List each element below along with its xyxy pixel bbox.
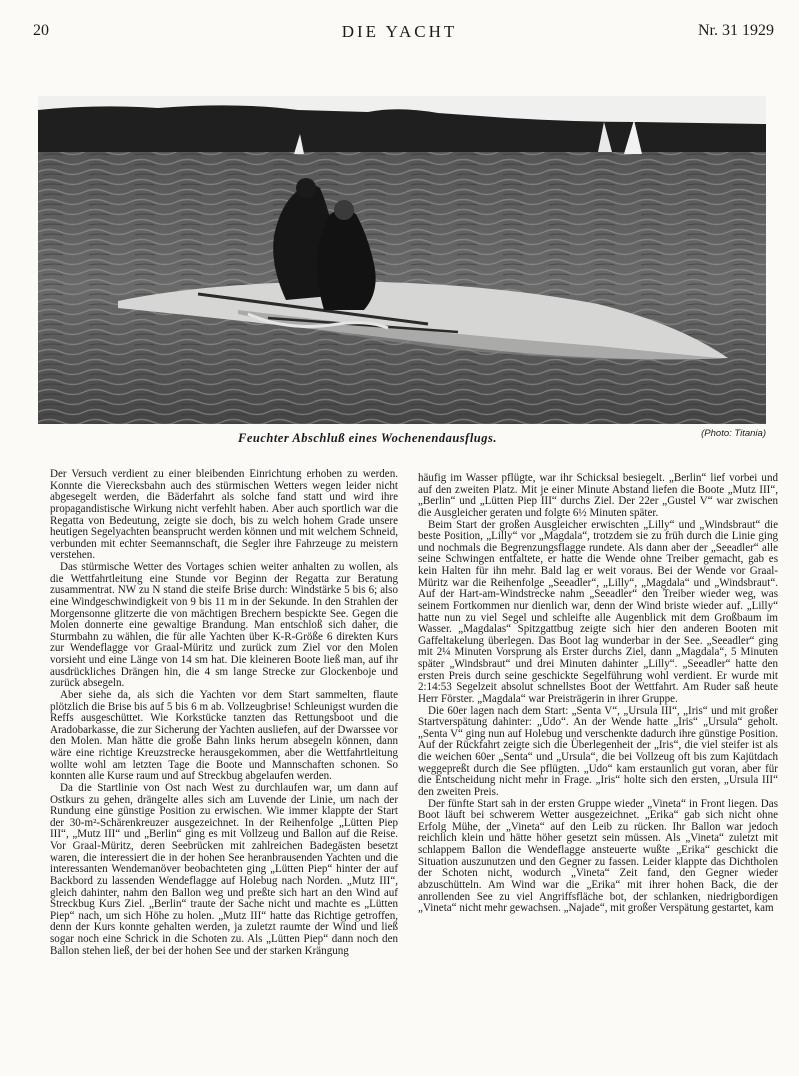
photo-credit: (Photo: Titania) [701, 428, 766, 439]
photo-caption: Feuchter Abschluß eines Wochenendausflugs. [238, 431, 498, 445]
page-number: 20 [33, 22, 49, 39]
capsized-dinghy-photo [38, 96, 766, 424]
article-paragraph: Der fünfte Start sah in der ersten Gruppe wieder „Vineta“ in Front liegen. Das Boot läuft bei schwerem Wetter ausgezeichnet. „Erika“ gab sich nicht ohne Erfolg Mühe, der „Vineta“ auf den Leib zu rücken. Ihr Ballon war jedoch reichlich klein und hätte höher gesetzt sein müssen. Als „Vineta“ zuletzt mit schlappem Ballon die Wendeflagge ansteuerte wußte „Erika“ geschickt die Situation auszunutzen und den Gegner zu fassen. Leider klappte das Dichtholen der Schoten nicht, wodurch „Vineta“ Zeit fand, den Gegner wieder abzuschütteln. Am Wind war die „Erika“ mit ihrer hohen Back, die der anrollenden See zu viel Angriffsfläche bot, der schlanken, niedrigbordigen „Vineta“ nicht mehr gewachsen. „Najade“, mit großer Verspätung gestartet, kam [418, 797, 778, 915]
sailor-front-head [334, 200, 354, 220]
sailor-back-head [296, 178, 316, 198]
issue-number: Nr. 31 1929 [698, 22, 774, 39]
article-paragraph: Beim Start der großen Ausgleicher erwischten „Lilly“ und „Windsbraut“ die beste Position, „Lilly“ vor „Magdala“, trotzdem sie zu früh durch die Linie ging und nochmals die Begrenzungsflagge rundete. Als dann aber der „Seeadler“ alle seine Schwingen entfaltete, er hatte die Wende ohne Treiber gemacht, gab es kein Halten für ihn mehr. Bald lag er weit voraus. Bei der Wende vor Graal-Müritz war die Reihenfolge „Seeadler“, „Lilly“, „Magdala“ und „Windsbraut“. Auf der Hart-am-Windstrecke nahm „Seeadler“ den Treiber wieder weg, was seinem Fortkommen nur dienlich war, denn der Wind briste wieder auf. „Lilly“ hatte nun zu viel Segel und schleifte alle Augenblick mit dem Großbaum im Wasser. „Magdalas“ Spitzgattbug zeigte sich hier den anderen Booten mit Gaffeltakelung überlegen. Das Boot lag wunderbar in der See. „Seeadler“ ging mit 2¼ Minuten Vorsprung als Erster durchs Ziel, dann „Magdala“, 5 Minuten später „Windsbraut“ und drei Minuten dahinter „Lilly“. „Seeadler“ hatte den ersten Preis durch seine geschickte Segelführung wohl verdient. Er wurde mit 2:14:53 Segelzeit absolut schnellstes Boot der Wettfahrt. Am Ruder saß heute Herr Förster. „Magdala“ war Preisträgerin in ihrer Gruppe. [418, 518, 778, 705]
photo-illustration [38, 96, 766, 424]
article-column-left [50, 469, 398, 957]
magazine-title: DIE YACHT [341, 22, 458, 41]
article-paragraph: Die 60er lagen nach dem Start: „Senta V“, „Ursula III“, „Iris“ und mit großer Startverspätung dahinter: „Udo“. An der Wende hatte „Iris“ „Ursula“ geholt. „Senta V“ ging nun auf Holebug und verschenkte dadurch ihre günstige Position. Auf der Rückfahrt zeigte sich die Überlegenheit der „Iris“, die viel steifer ist als die weichen 60er „Senta“ und „Ursula“, die bei Vollzeug oft bis zum Kajütdach weggepreßt durch die See pflügten. „Udo“ kam erstaunlich gut voran, aber für die Entscheidung nicht mehr in Frage. „Iris“ holte sich den ersten, „Ursula III“ den zweiten Preis. [418, 704, 778, 798]
article-paragraph: Das stürmische Wetter des Vortages schien weiter anhalten zu wollen, als die Wettfahrtleitung eine Stunde vor Beginn der Regatta zur Beratung zusammentrat. NW zu N stand die steife Brise durch: Windstärke 5 bis 6; also eine Windgeschwindigkeit von 9 bis 11 m in der Sekunde. In den Strahlen der Morgensonne glitzerte die von mächtigen Brechern bespickte See. Gegen die Molen donnerte eine gewaltige Brandung. Man entschloß sich daher, die Sturmbahn zu wählen, die für alle Yachten über K-R-Größe 6 direkten Kurs zur Wendeflagge vor Graal-Müritz und zurück zum Ziel vor den Molen vorsieht und eine Länge von 14 sm hat. Die kleineren Boote ließ man, auf ihr ausdrückliches Drängen hin, die 4 sm lange Strecke zur Glockenboje und zurück absegeln. [50, 561, 398, 690]
article-paragraph: häufig im Wasser pflügte, war ihr Schicksal besiegelt. „Berlin“ lief vorbei und auf den zweiten Platz. Mit je einer Minute Abstand liefen die Boote „Mutz III“, „Berlin“ und „Lütten Piep III“ durchs Ziel. Der 22er „Gustel V“ war zwischen die Ausgleicher geraten und folgte 6½ Minuten später. [418, 472, 778, 519]
article-paragraph: Der Versuch verdient zu einer bleibenden Einrichtung erhoben zu werden. Konnte die Vierecksbahn auch des stürmischen Wetters wegen leider nicht abgesegelt werden, die Bäderfahrt als solche fand statt und wird ihre propagandistische Wirkung nicht verfehlt haben. Aber auch sportlich war die Regatta von Bedeutung, zeigte sie doch, bis zu welch hohem Grade unsere heutigen Segelyachten beansprucht werden können und mit welchem Schneid, verbunden mit echter Seemannschaft, die Segler ihre Fahrzeuge zu meistern verstehen. [50, 468, 398, 562]
article-paragraph: Aber siehe da, als sich die Yachten vor dem Start sammelten, flaute plötzlich die Brise bis auf 5 bis 6 m ab. Vollzeugbrise! Schleunigst wurden die Reffs ausgeschüttet. Wie Korkstücke tanzten das Rettungsboot und die Aradobarkasse, die zur Sicherung der Yachten ausliefen, auf der Dwarssee vor den Molen. Man hätte die große Bahn links herum absegeln können, dann wäre eine richtige Kreuzstrecke herausgekommen, aber die Wettfahrtleitung wollte wohl am letzten Tage die Boote und Mannschaften schonen. So konnten alle Kurse raum und auf Streckbug abgelaufen werden. [50, 688, 398, 783]
page-header [0, 22, 799, 46]
article-paragraph: Da die Startlinie von Ost nach West zu durchlaufen war, um dann auf Ostkurs zu gehen, drängelte alles sich am Luvende der Linie, um nach der Rundung eine günstige Position zu erwischen. Wie immer klappte der Start der 30-m²-Schärenkreuzer ausgezeichnet. In der Reihenfolge „Lütten Piep III“, „Mutz III“ und „Berlin“ ging es mit Vollzeug und Ballon auf die Reise. Vor Graal-Müritz, deren Seebrücken mit zahlreichen Badegästen besetzt waren, die interessiert die in der hohen See heranbrausenden Yachten und die interessanten Wendemanöver beobachteten ging „Lütten Piep“ hinter der auf Backbord zu lassenden Wendeflagge auf Holebug nach Norden. „Mutz III“, gleich dahinter, nahm den Ballon weg und preßte sich hart an den Wind auf Streckbug Kurs Ziel. „Berlin“ traute der Sache nicht und machte es „Lütten Piep“ nach, um sich Höhe zu holen. „Mutz III“ hatte das Richtige getroffen, denn der Kurs konnte gehalten werden, ja zuletzt raumte der Wind und ließ sogar noch eine Schrick in die Schoten zu. Als „Lütten Piep“ dann noch den Ballon stehen ließ, der bei der hohen See und der starken Krängung [50, 781, 398, 957]
article-column-right [418, 473, 778, 915]
